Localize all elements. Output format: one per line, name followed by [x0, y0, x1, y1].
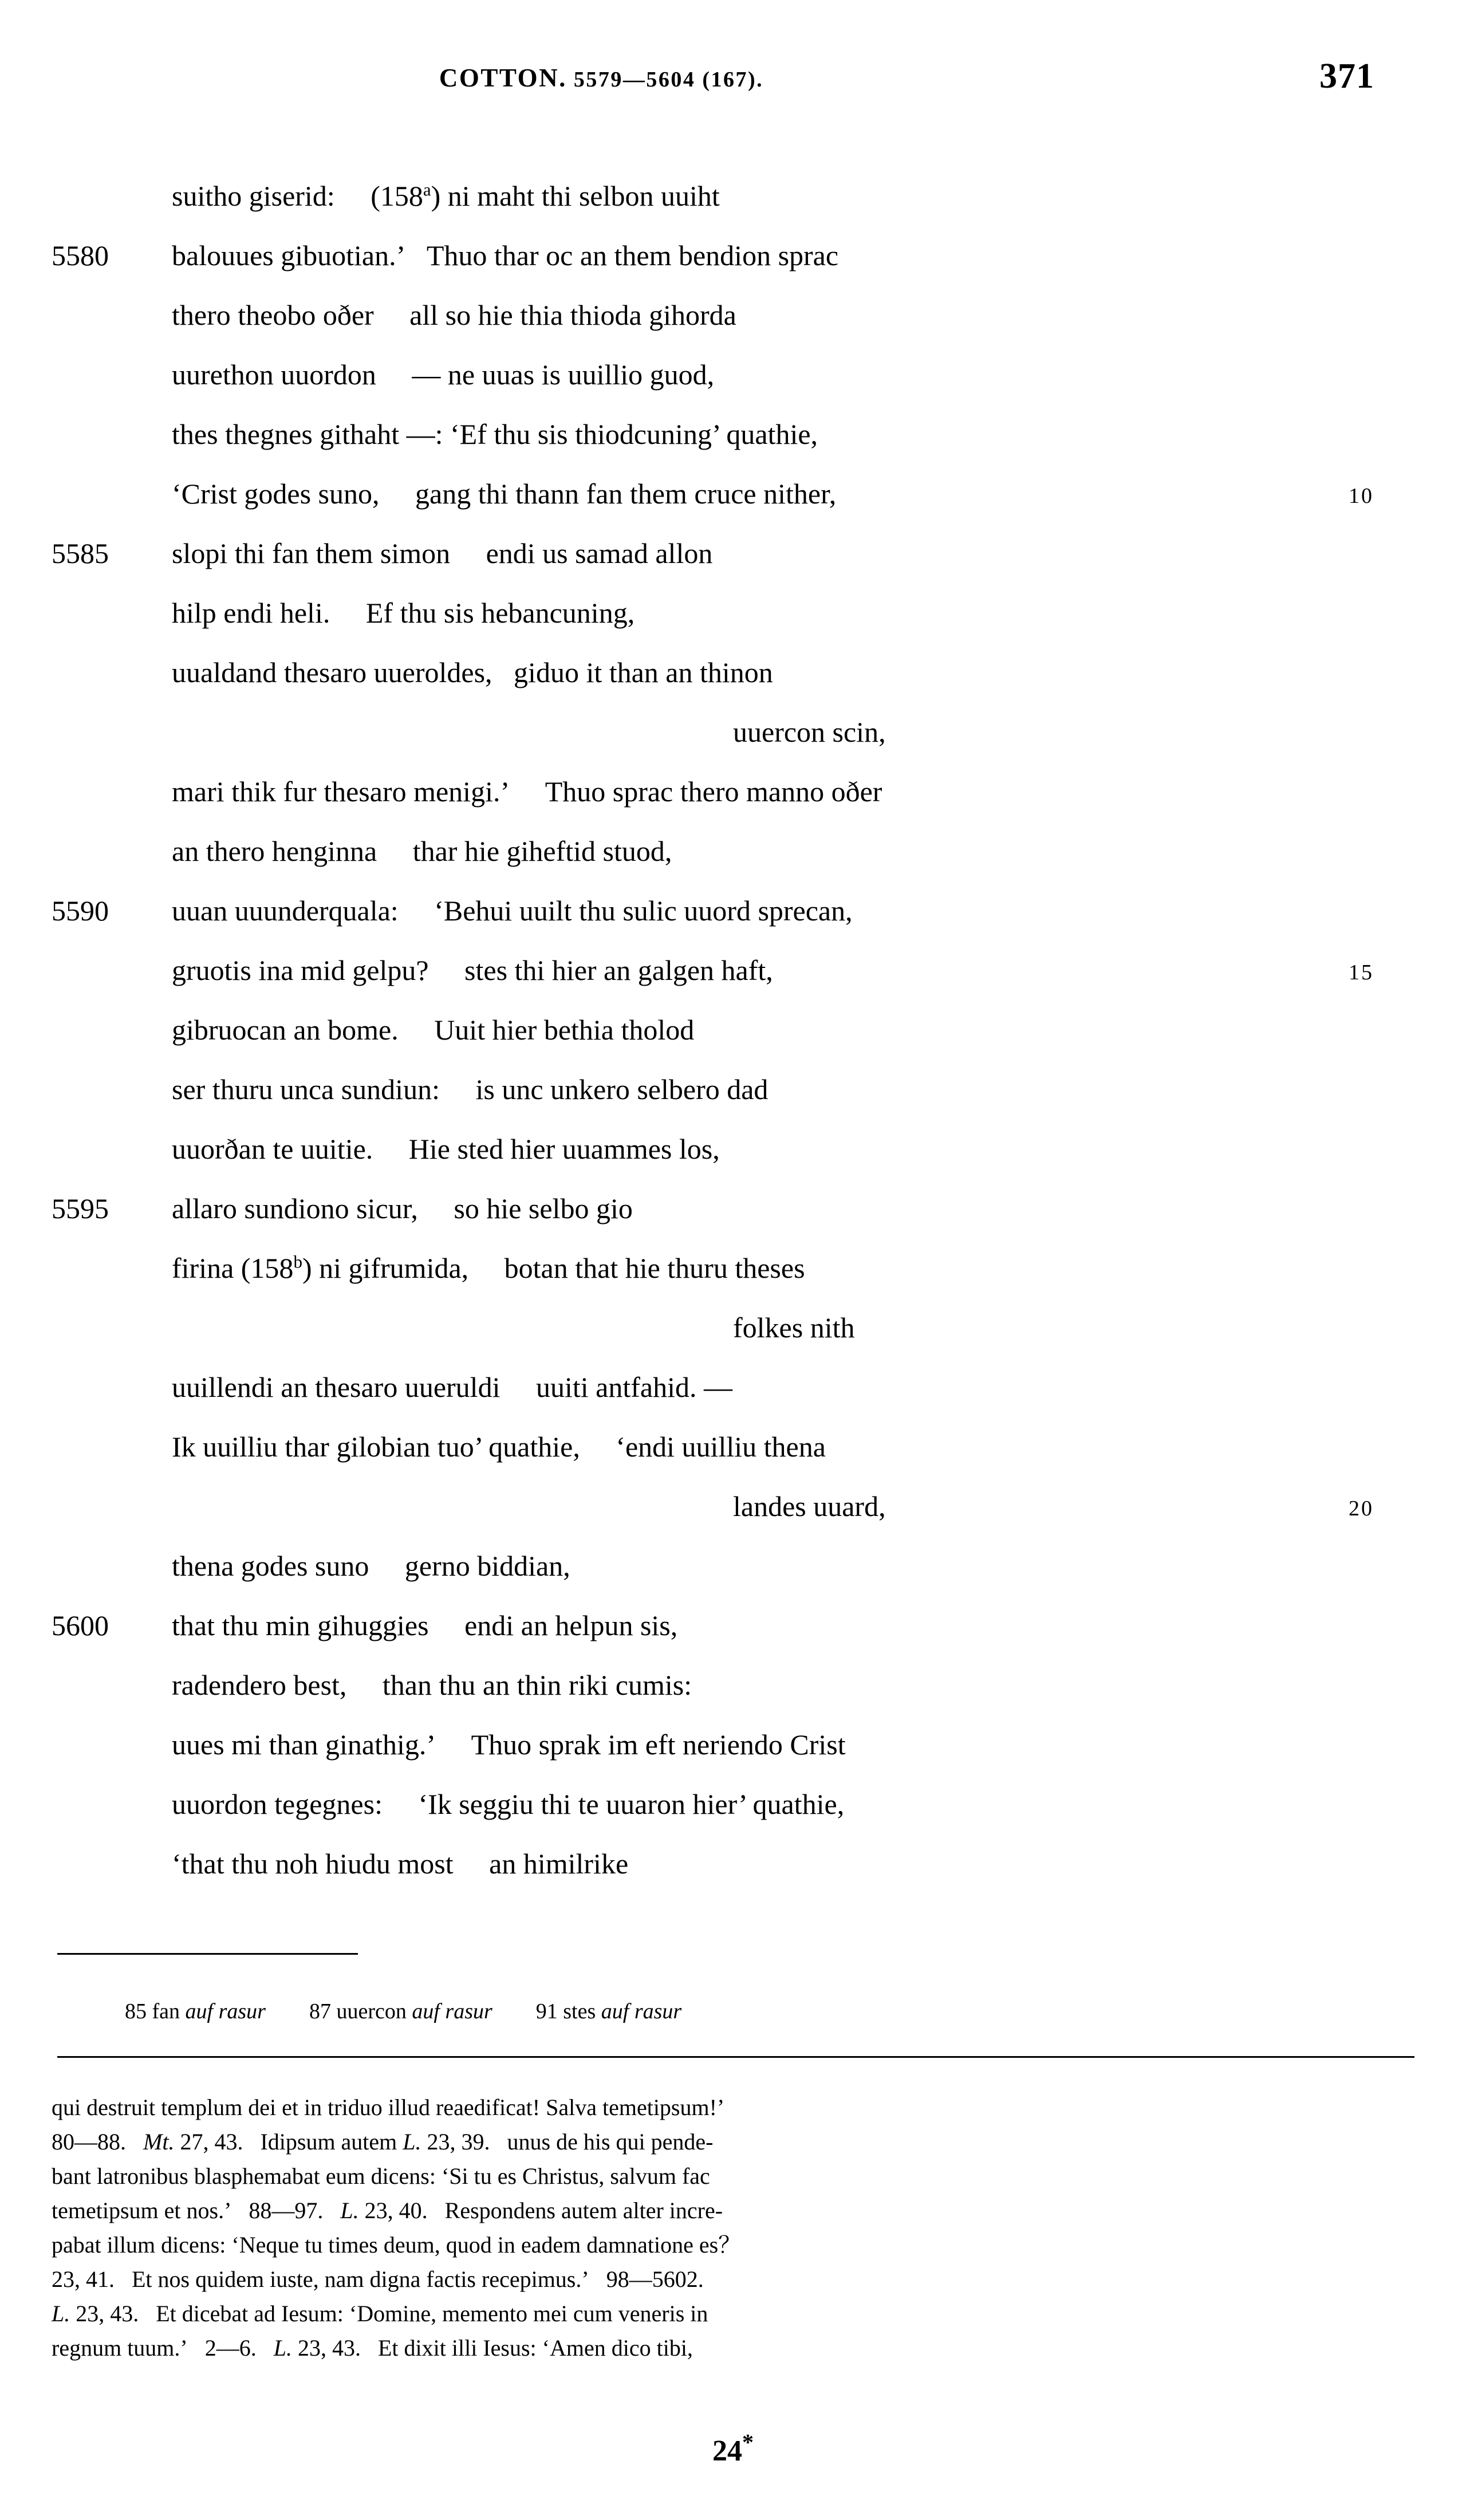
verse-line	[0, 643, 1466, 702]
running-head-verse-range: 5579—5604 (167).	[573, 68, 764, 92]
verse-line	[0, 404, 1466, 464]
latin-note-text: bant latronibus blasphemabat eum dicens: ‘Si tu es Christus, salvum fac	[52, 2163, 710, 2189]
verse-line-text: suitho giserid: (158$^a$) ni maht thi selbon uuiht	[172, 179, 720, 212]
verse-line	[0, 940, 1466, 1000]
verse-line-text: thero theobo oðer all so hie thia thioda gihorda	[172, 299, 736, 331]
verse-line-text: thena godes suno gerno biddian,	[172, 1550, 570, 1582]
apparatus-entry	[309, 1999, 492, 2023]
verse-line-text: uuorðan te uuitie. Hie sted hier uuammes los,	[172, 1133, 720, 1165]
apparatus-entry-line: 91	[535, 1999, 558, 2023]
verse-line	[0, 1536, 1466, 1596]
verse-line	[0, 1596, 1466, 1655]
verse-line	[0, 1774, 1466, 1834]
verse-line-text: uuercon scin,	[733, 716, 886, 748]
latin-note-text: 23, 40. Respondens autem alter incre-	[358, 2198, 723, 2223]
verse-line-text: that thu min gihuggies endi an helpun sis,	[172, 1609, 678, 1641]
verse-line	[0, 464, 1466, 523]
apparatus-entry-line: 85	[125, 1999, 147, 2023]
verse-line-text: radendero best, than thu an thin riki cumis:	[172, 1669, 692, 1701]
verse-line-number: 5585	[52, 537, 109, 569]
verse-line-text: firina (158$^b$) ni gifrumida, botan that hie thuru theses	[172, 1251, 805, 1284]
apparatus-entry-lemma: stes	[563, 1999, 596, 2023]
latin-note-line	[52, 2125, 1420, 2159]
verse-line	[0, 821, 1466, 881]
apparatus-entry	[536, 1999, 681, 2023]
verse-line	[0, 762, 1466, 821]
verse-line-number: 5590	[52, 895, 109, 927]
marginal-line-number: 15	[1349, 960, 1374, 985]
latin-note-text: temetipsum et nos.’ 88—97.	[52, 2198, 341, 2223]
sheet-signature-number: 24	[712, 2435, 742, 2467]
latin-note-line	[52, 2262, 1420, 2297]
latin-note-line	[52, 2194, 1420, 2228]
page-number: 371	[1319, 57, 1374, 96]
apparatus-entry-gap	[266, 1999, 309, 2023]
latin-source-notes	[52, 2090, 1420, 2365]
latin-note-text: regnum tuum.’ 2—6.	[52, 2335, 274, 2361]
verse-line-text: uurethon uuordon — ne uuas is uuillio guod,	[172, 359, 715, 391]
sheet-signature-mark: *	[742, 2429, 754, 2455]
verse-line	[0, 1179, 1466, 1238]
apparatus-entry-note: auf rasur	[185, 1999, 266, 2023]
verse-line-text: ser thuru unca sundiun: is unc unkero selbero dad	[172, 1073, 769, 1105]
latin-note-text: 23, 41. Et nos quidem iuste, nam digna factis recepimus.’ 98—5602.	[52, 2266, 704, 2292]
latin-note-line	[52, 2331, 1420, 2365]
verse-line-text: ‘that thu noh hiudu most an himilrike	[172, 1848, 629, 1880]
verse-line-text: slopi thi fan them simon endi us samad allon	[172, 537, 713, 569]
verse-line	[0, 702, 1466, 762]
apparatus-entry-gap	[492, 1999, 536, 2023]
verse-line-text: an thero henginna thar hie giheftid stuod,	[172, 835, 672, 867]
verse-line-text: folkes nith	[733, 1312, 855, 1344]
verse-line	[0, 226, 1466, 285]
latin-note-citation: Mt.	[143, 2129, 175, 2155]
verse-line-text: gibruocan an bome. Uuit hier bethia tholod	[172, 1014, 695, 1046]
latin-note-text: 23, 43. Et dixit illi Iesus: ‘Amen dico tibi,	[291, 2335, 693, 2361]
verse-line	[0, 285, 1466, 345]
verse-line-text: mari thik fur thesaro menigi.’ Thuo sprac thero manno oðer	[172, 775, 882, 808]
verse-line	[0, 523, 1466, 583]
latin-note-text: 80—88.	[52, 2129, 143, 2155]
verse-line	[0, 1238, 1466, 1298]
latin-note-citation: L.	[273, 2335, 292, 2361]
verse-line-number: 5580	[52, 239, 109, 271]
latin-note-line	[52, 2228, 1420, 2262]
verse-line-text: allaro sundiono sicur, so hie selbo gio	[172, 1192, 633, 1224]
verse-line-text: gruotis ina mid gelpu? stes thi hier an galgen haft,	[172, 954, 773, 986]
latin-note-line	[52, 2090, 1420, 2125]
verse-line-text: uuillendi an thesaro uueruldi uuiti antfahid. —	[172, 1371, 732, 1403]
verse-line-text: balouues gibuotian.’ Thuo thar oc an them bendion sprac	[172, 239, 839, 271]
verse-line	[0, 583, 1466, 643]
verse-line-number: 5600	[52, 1609, 109, 1641]
latin-note-line	[52, 2159, 1420, 2194]
verse-line	[0, 166, 1466, 226]
marginal-line-number: 10	[1349, 484, 1374, 508]
latin-note-citation: L.	[52, 2301, 70, 2326]
verse-line	[0, 881, 1466, 940]
apparatus-entry-note: auf rasur	[412, 1999, 492, 2023]
apparatus-criticus	[0, 1999, 1466, 2074]
verse-line	[0, 1655, 1466, 1715]
verse-line	[0, 1715, 1466, 1774]
latin-note-citation: L.	[340, 2198, 359, 2223]
marginal-line-number: 20	[1349, 1497, 1374, 1521]
verse-line	[0, 1476, 1466, 1536]
verse-line-text: landes uuard,	[733, 1490, 886, 1522]
latin-note-line	[52, 2297, 1420, 2331]
latin-note-citation: L.	[403, 2129, 421, 2155]
verse-line-text: ‘Crist godes suno, gang thi thann fan them cruce nither,	[172, 478, 837, 510]
verse-line-text: thes thegnes githaht —: ‘Ef thu sis thiodcuning’ quathie,	[172, 418, 818, 450]
latin-note-text: 23, 39. unus de his qui pende-	[421, 2129, 714, 2155]
apparatus-divider-rule	[57, 1953, 358, 1955]
verse-line	[0, 1417, 1466, 1476]
verse-line-text: uuan uuunderquala: ‘Behui uuilt thu sulic uuord sprecan,	[172, 895, 853, 927]
latin-note-text: 27, 43. Idipsum autem	[174, 2129, 403, 2155]
verse-line-number: 5595	[52, 1192, 109, 1224]
apparatus-entry	[125, 1999, 266, 2023]
running-head-work: COTTON.	[439, 64, 567, 92]
verse-line-text: hilp endi heli. Ef thu sis hebancuning,	[172, 597, 635, 629]
verse-line-text: uuordon tegegnes: ‘Ik seggiu thi te uuaron hier’ quathie,	[172, 1788, 845, 1820]
apparatus-entry-note: auf rasur	[601, 1999, 682, 2023]
apparatus-entry-lemma: fan	[152, 1999, 180, 2023]
verse-line-text: uues mi than ginathig.’ Thuo sprak im eft neriendo Crist	[172, 1728, 846, 1761]
verse-block	[0, 166, 1466, 1893]
running-head	[0, 57, 1466, 103]
verse-line-text: uualdand thesaro uueroldes, giduo it than an thinon	[172, 656, 773, 688]
apparatus-entry-line: 87	[309, 1999, 331, 2023]
latin-note-text: pabat illum dicens: ‘Neque tu times deum, quod in eadem damnatione es？	[52, 2232, 742, 2258]
apparatus-entry-lemma: uuercon	[336, 1999, 407, 2023]
latin-note-text: qui destruit templum dei et in triduo illud reaedificat! Salva temetipsum!’	[52, 2094, 725, 2120]
apparatus-entries	[125, 1999, 681, 2024]
sheet-signature	[0, 2429, 1466, 2468]
latin-note-text: 23, 43. Et dicebat ad Iesum: ‘Domine, memento mei cum veneris in	[70, 2301, 708, 2326]
running-head-title	[0, 63, 1203, 93]
verse-line	[0, 1357, 1466, 1417]
verse-line	[0, 345, 1466, 404]
verse-line	[0, 1060, 1466, 1119]
verse-line-text: Ik uuilliu thar gilobian tuo’ quathie, ‘endi uuilliu thena	[172, 1431, 826, 1463]
verse-line	[0, 1119, 1466, 1179]
verse-line	[0, 1000, 1466, 1060]
verse-line	[0, 1298, 1466, 1357]
verse-line	[0, 1834, 1466, 1893]
